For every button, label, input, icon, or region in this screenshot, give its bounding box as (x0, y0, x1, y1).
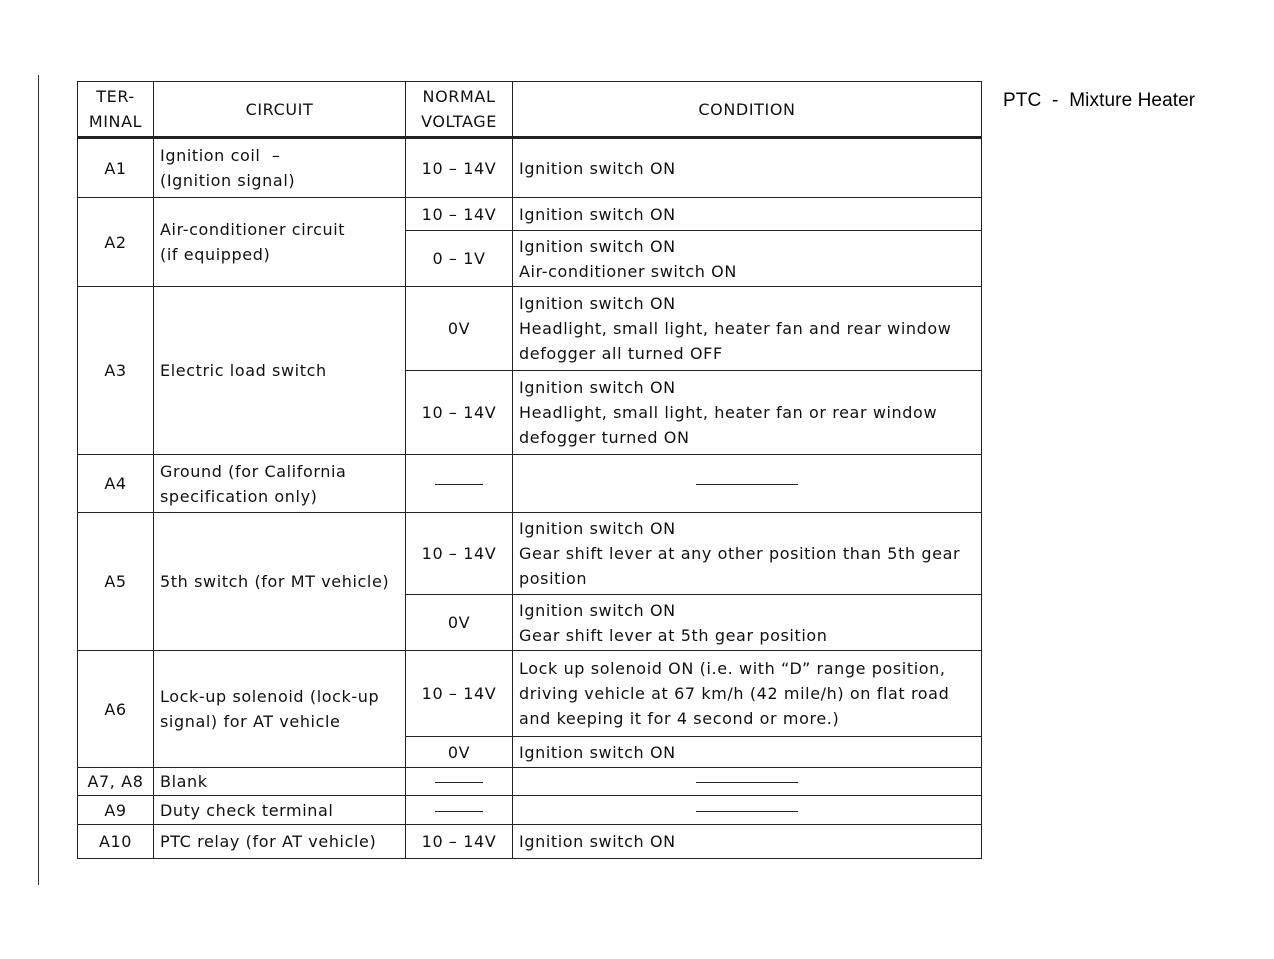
circuit-line: specification only) (160, 486, 318, 506)
voltage-cell: 0 – 1V (406, 231, 513, 287)
voltage-cell-blank (406, 796, 513, 825)
blank-dash (696, 484, 798, 485)
voltage-cell: 10 – 14V (406, 198, 513, 231)
terminal-cell: A2 (78, 198, 154, 287)
condition-cell-blank (513, 796, 982, 825)
header-voltage-line2: VOLTAGE (421, 112, 497, 131)
header-terminal (78, 82, 154, 138)
circuit-cell (154, 455, 406, 513)
header-voltage (406, 82, 513, 138)
circuit-line: signal) for AT vehicle (160, 712, 341, 731)
condition-line: defogger all turned OFF (519, 344, 723, 363)
header-row (78, 82, 982, 138)
condition-line: driving vehicle at 67 km/h (42 mile/h) on flat road (519, 684, 950, 703)
header-circuit: CIRCUIT (154, 82, 406, 138)
circuit-line: Ignition coil – (160, 146, 281, 165)
header-voltage-line1: NORMAL (422, 87, 496, 106)
table-row (78, 796, 982, 825)
voltage-cell: 10 – 14V (406, 371, 513, 455)
blank-dash (696, 782, 798, 783)
table-row (78, 651, 982, 737)
circuit-line: 5th switch (for MT vehicle) (160, 572, 390, 591)
condition-cell (513, 138, 982, 198)
condition-cell (513, 651, 982, 737)
circuit-cell (154, 768, 406, 796)
condition-line: Headlight, small light, heater fan and rear window (519, 319, 952, 338)
circuit-line: Air-conditioner circuit (160, 220, 346, 239)
terminal-cell: A9 (78, 796, 154, 825)
header-terminal-line2: MINAL (88, 112, 143, 131)
terminal-cell: A5 (78, 513, 154, 651)
circuit-line: (Ignition signal) (160, 171, 296, 190)
blank-dash (435, 484, 483, 485)
table-row (78, 198, 982, 231)
table-row (78, 138, 982, 198)
circuit-line: Ground (for California (160, 461, 347, 481)
condition-line: position (519, 569, 588, 588)
circuit-cell (154, 825, 406, 859)
voltage-cell-blank (406, 455, 513, 513)
header-condition: CONDITION (513, 82, 982, 138)
voltage-cell: 0V (406, 595, 513, 651)
condition-cell (513, 287, 982, 371)
condition-line: Ignition switch ON (519, 294, 676, 313)
voltage-cell: 10 – 14V (406, 825, 513, 859)
blank-dash (435, 782, 483, 783)
circuit-cell (154, 138, 406, 198)
margin-rule (38, 75, 39, 885)
circuit-line: Lock-up solenoid (lock-up (160, 687, 380, 706)
condition-line: Ignition switch ON (519, 832, 676, 851)
condition-line: defogger turned ON (519, 428, 690, 447)
circuit-cell (154, 651, 406, 768)
condition-line: Gear shift lever at 5th gear position (519, 625, 828, 645)
condition-cell (513, 595, 982, 651)
condition-cell (513, 371, 982, 455)
terminal-cell: A7, A8 (78, 768, 154, 796)
condition-line: Ignition switch ON (519, 600, 676, 620)
terminal-cell: A1 (78, 138, 154, 198)
condition-line: Ignition switch ON (519, 158, 676, 178)
circuit-cell (154, 513, 406, 651)
condition-line: Ignition switch ON (519, 378, 676, 397)
voltage-cell-blank (406, 768, 513, 796)
voltage-cell: 0V (406, 287, 513, 371)
condition-cell (513, 198, 982, 231)
blank-dash (696, 811, 798, 812)
circuit-cell (154, 198, 406, 287)
condition-line: Gear shift lever at any other position than 5th gear (519, 544, 961, 563)
table-row (78, 455, 982, 513)
condition-cell (513, 513, 982, 595)
circuit-line: Blank (160, 772, 208, 791)
condition-cell-blank (513, 455, 982, 513)
condition-line: Headlight, small light, heater fan or rear window (519, 403, 938, 422)
condition-line: Ignition switch ON (519, 742, 676, 762)
voltage-cell: 10 – 14V (406, 138, 513, 198)
table-row (78, 768, 982, 796)
condition-line: Ignition switch ON (519, 236, 676, 256)
terminal-cell: A3 (78, 287, 154, 455)
table-row (78, 825, 982, 859)
voltage-cell: 10 – 14V (406, 513, 513, 595)
condition-cell (513, 231, 982, 287)
circuit-line: Electric load switch (160, 361, 327, 380)
terminal-cell: A10 (78, 825, 154, 859)
section-title: PTC - Mixture Heater (1003, 90, 1196, 111)
circuit-line: Duty check terminal (160, 800, 334, 820)
voltage-cell: 0V (406, 737, 513, 768)
condition-cell-blank (513, 768, 982, 796)
table-row (78, 287, 982, 371)
condition-line: Ignition switch ON (519, 204, 676, 224)
voltage-cell: 10 – 14V (406, 651, 513, 737)
table-row (78, 513, 982, 595)
terminal-cell: A4 (78, 455, 154, 513)
circuit-line: PTC relay (for AT vehicle) (160, 832, 377, 851)
condition-line: Lock up solenoid ON (i.e. with “D” range position, (519, 659, 946, 678)
condition-line: Air-conditioner switch ON (519, 261, 737, 281)
condition-line: Ignition switch ON (519, 519, 676, 538)
circuit-line: (if equipped) (160, 245, 271, 264)
terminal-cell: A6 (78, 651, 154, 768)
blank-dash (435, 811, 483, 812)
circuit-cell (154, 796, 406, 825)
condition-cell (513, 825, 982, 859)
header-terminal-line1: TER- (96, 87, 135, 106)
condition-line: and keeping it for 4 second or more.) (519, 709, 840, 728)
condition-cell (513, 737, 982, 768)
circuit-cell (154, 287, 406, 455)
terminal-table (77, 81, 982, 859)
